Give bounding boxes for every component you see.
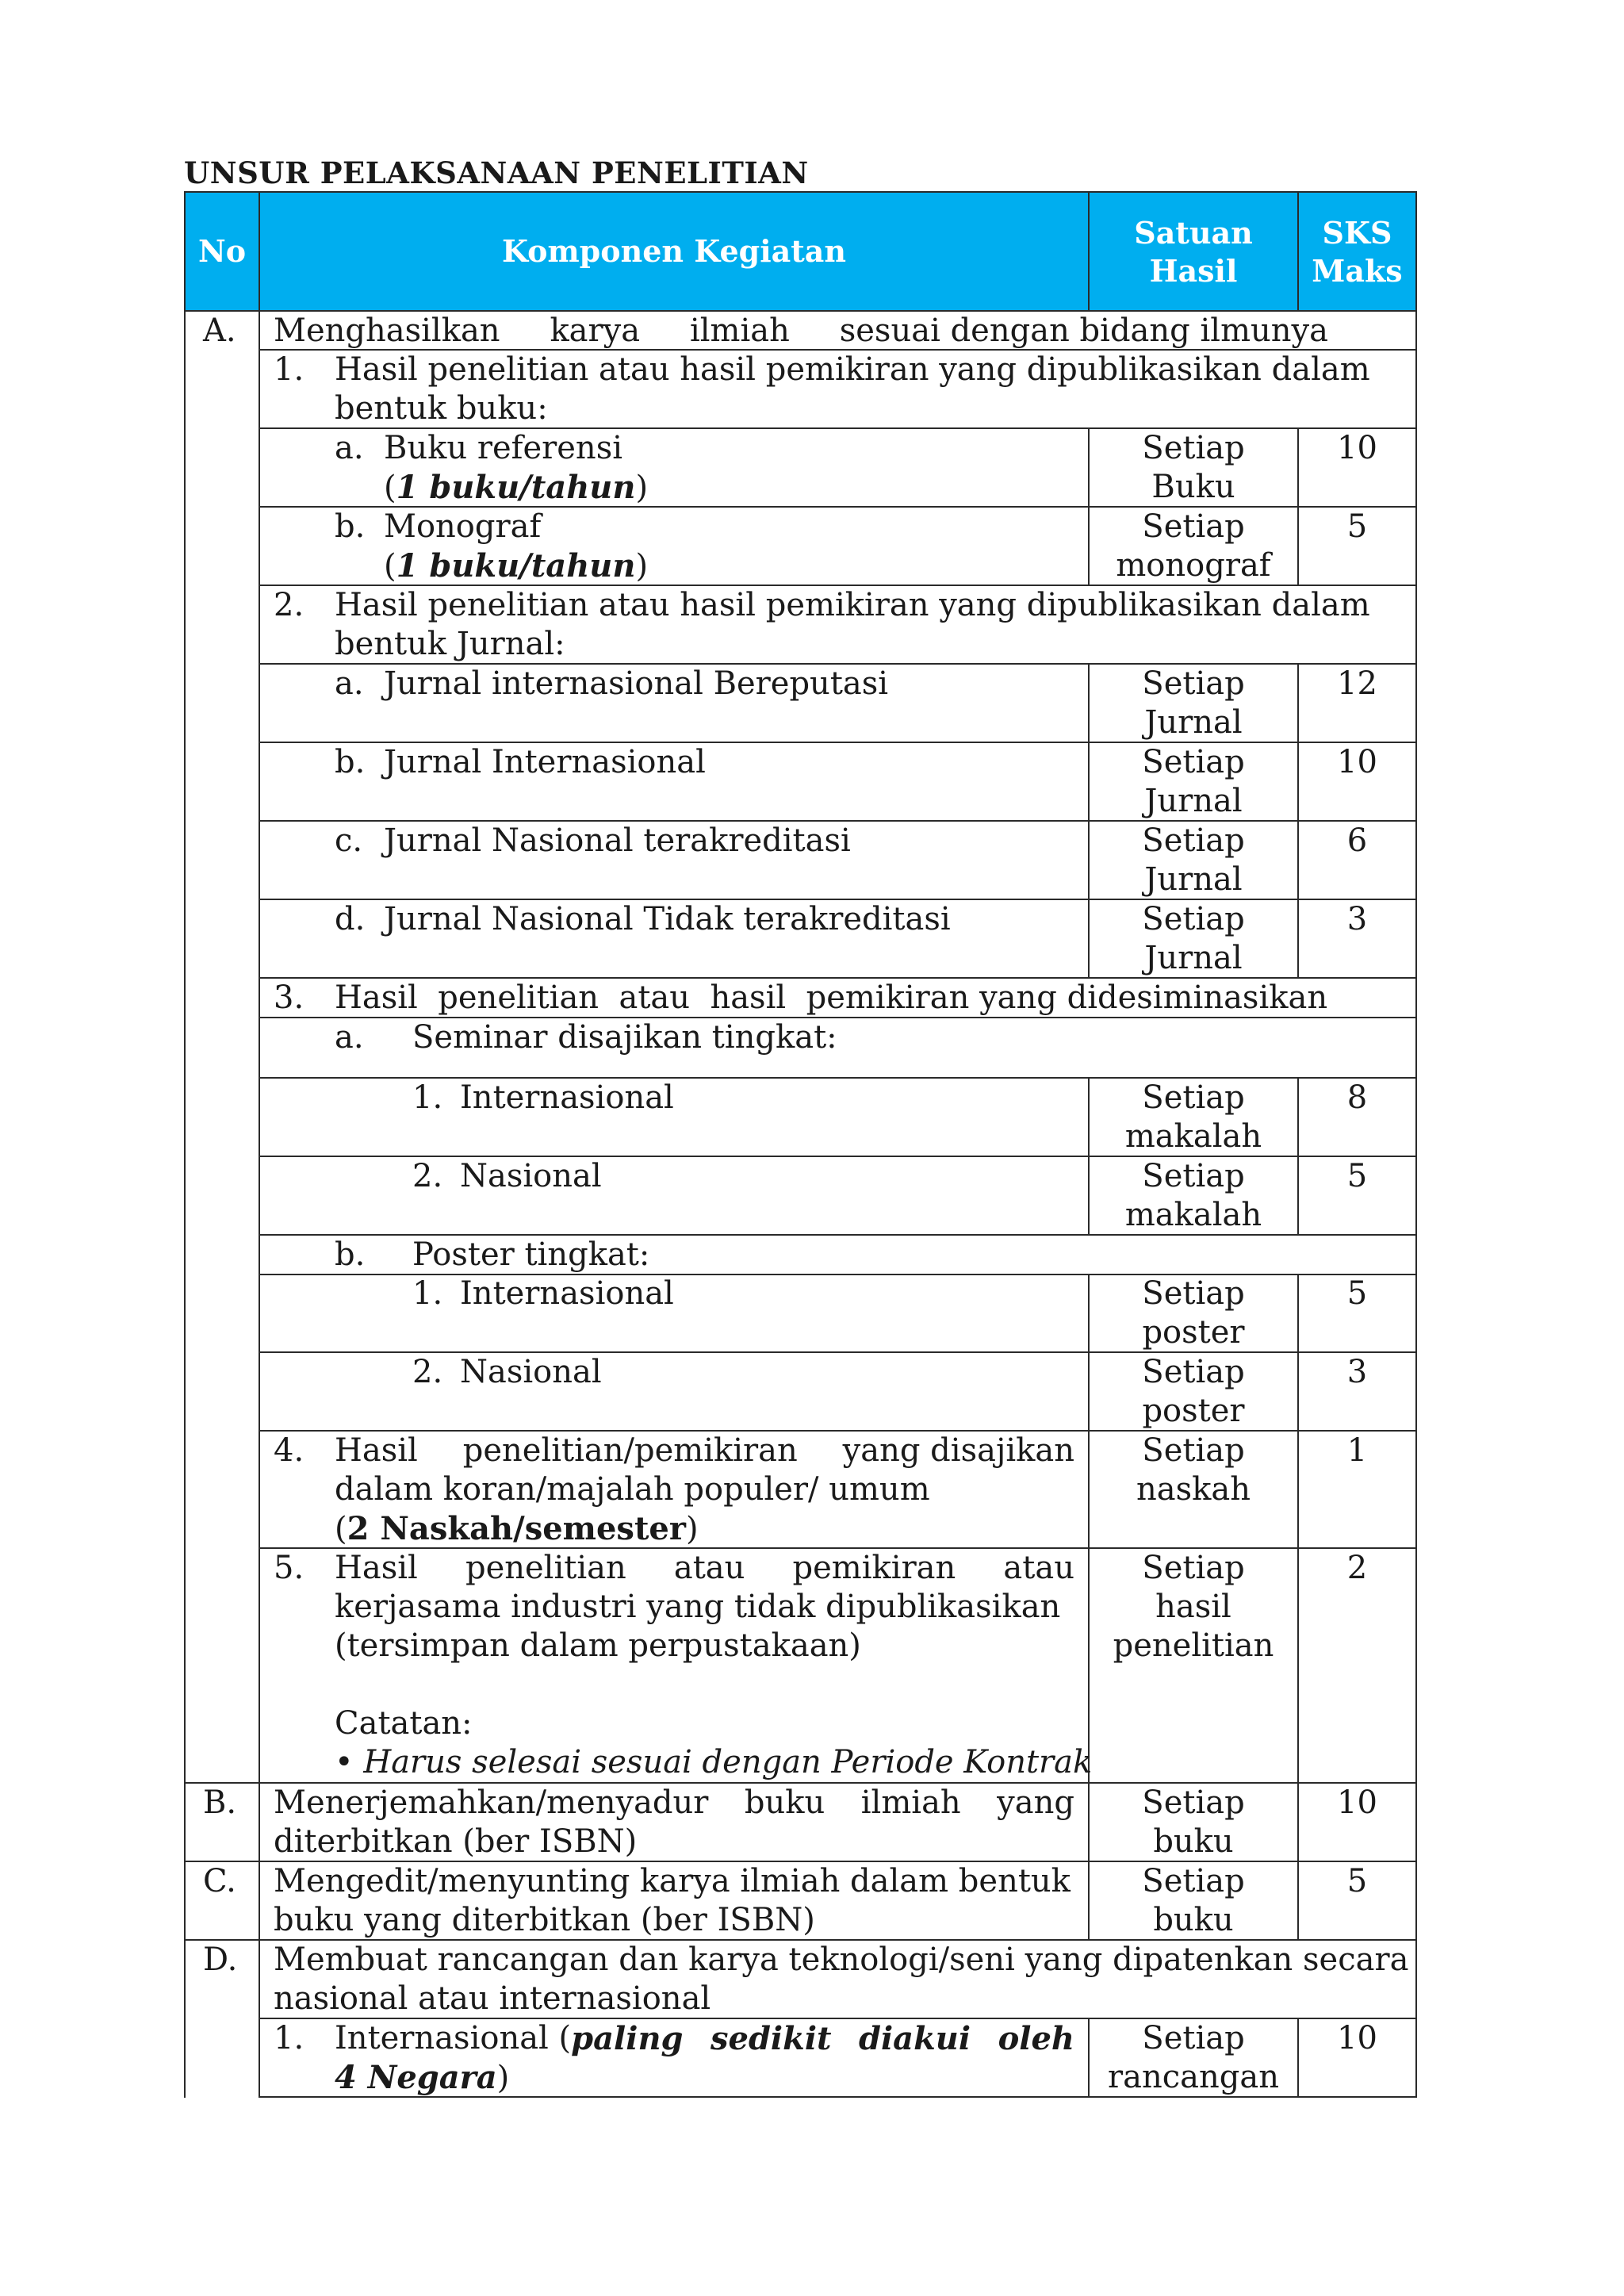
section-d-line1: Membuat rancangan dan karya teknologi/seni yang dipatenkan secara <box>274 1941 1409 1978</box>
journal-row-label: d. <box>335 901 366 937</box>
document-title: UNSUR PELAKSANAAN PENELITIAN <box>184 155 809 190</box>
section-c-sks: 5 <box>1346 1863 1368 1899</box>
poster-row-unit: Setiap poster <box>1142 1354 1245 1429</box>
item-a1-line1: Hasil penelitian atau hasil pemikiran yang dipublikasikan dalam <box>335 351 1370 388</box>
item-a3-num: 3. <box>274 979 304 1016</box>
seminar-row-num: 1. <box>412 1079 443 1116</box>
journal-row-label: c. <box>335 822 363 859</box>
item-a1-num: 1. <box>274 351 304 388</box>
item-a5-note: • Harus selesai sesuai dengan Periode Kontrak <box>335 1744 1093 1780</box>
poster-label: b. <box>335 1236 366 1273</box>
item-d1-unit: Setiap rancangan <box>1108 2020 1279 2095</box>
item-a1a-limit: (1 buku/tahun) <box>384 469 649 506</box>
item-a5-note-label: Catatan: <box>335 1705 473 1742</box>
item-a5-unit: Setiap hasil penelitian <box>1113 1550 1274 1664</box>
item-a4-sks: 1 <box>1346 1432 1368 1469</box>
item-d1-sks: 10 <box>1337 2020 1377 2056</box>
journal-row-sks: 6 <box>1346 822 1368 859</box>
item-a5-line3: (tersimpan dalam perpustakaan) <box>335 1627 861 1664</box>
header-komponen: Komponen Kegiatan <box>501 233 847 269</box>
poster-row-sks: 5 <box>1346 1275 1368 1312</box>
item-a1a-label: a. <box>335 430 364 466</box>
journal-row-unit: Setiap Jurnal <box>1142 744 1245 819</box>
section-b-line1: Menerjemahkan/menyadur buku ilmiah yang <box>274 1784 1074 1821</box>
section-b-no: B. <box>203 1784 237 1821</box>
item-a5-num: 5. <box>274 1550 304 1586</box>
poster-row-unit: Setiap poster <box>1142 1275 1245 1351</box>
section-b-line2: diterbitkan (ber ISBN) <box>274 1823 638 1860</box>
section-a-no: A. <box>203 312 236 349</box>
bullet-icon: • <box>335 1744 354 1780</box>
item-a4-limit: (2 Naskah/semester) <box>335 1510 699 1547</box>
section-a-title: Menghasilkan karya ilmiah sesuai dengan bidang ilmunya <box>274 312 1328 349</box>
item-a1a-unit: Setiap Buku <box>1142 430 1245 505</box>
journal-row-sks: 12 <box>1337 665 1377 702</box>
journal-row-unit: Setiap Jurnal <box>1142 901 1245 976</box>
seminar-row-sks: 8 <box>1346 1079 1368 1116</box>
item-d1-line2: 4 Negara) <box>335 2059 510 2096</box>
item-a4-num: 4. <box>274 1432 304 1469</box>
item-a4-line2: dalam koran/majalah populer/ umum <box>335 1471 930 1508</box>
item-a4-unit: Setiap naskah <box>1136 1432 1251 1508</box>
item-a5-line2: kerjasama industri yang tidak dipublikasikan <box>335 1589 1061 1625</box>
item-a1b-sks: 5 <box>1346 508 1368 545</box>
poster-row-sks: 3 <box>1346 1354 1368 1390</box>
journal-row-text: Jurnal Internasional <box>384 744 706 780</box>
header-no: No <box>197 233 247 269</box>
journal-row-text: Jurnal Nasional Tidak terakreditasi <box>384 901 951 937</box>
poster-row-text: Nasional <box>460 1354 602 1390</box>
journal-row-label: b. <box>335 744 366 780</box>
item-a2-line2: bentuk Jurnal: <box>335 626 565 662</box>
item-a1b-unit: Setiap monograf <box>1116 508 1271 584</box>
item-d1-line1: Internasional ( paling sedikit diakui oleh <box>335 2020 1074 2057</box>
seminar-row-unit: Setiap makalah <box>1124 1079 1262 1155</box>
poster-row-num: 1. <box>412 1275 443 1312</box>
poster-text: Poster tingkat: <box>412 1236 650 1273</box>
seminar-row-unit: Setiap makalah <box>1124 1158 1262 1233</box>
journal-row-sks: 10 <box>1337 744 1377 780</box>
seminar-row-num: 2. <box>412 1158 443 1194</box>
poster-row-text: Internasional <box>460 1275 674 1312</box>
seminar-row-text: Nasional <box>460 1158 602 1194</box>
journal-row-label: a. <box>335 665 364 702</box>
item-a1a-text: Buku referensi <box>384 430 623 466</box>
section-d-no: D. <box>203 1941 238 1978</box>
journal-row-text: Jurnal internasional Bereputasi <box>384 665 889 702</box>
journal-row-unit: Setiap Jurnal <box>1142 665 1245 741</box>
item-d1-num: 1. <box>274 2020 304 2056</box>
seminar-label: a. <box>335 1019 364 1056</box>
item-a3-title: Hasil penelitian atau hasil pemikiran yang didesiminasikan <box>335 979 1328 1016</box>
header-satuan: Satuan Hasil <box>1134 215 1253 289</box>
item-a2-line1: Hasil penelitian atau hasil pemikiran yang dipublikasikan dalam <box>335 587 1370 623</box>
item-a5-line1: Hasil penelitian atau pemikiran atau <box>335 1550 1074 1586</box>
seminar-text: Seminar disajikan tingkat: <box>412 1019 837 1056</box>
item-a1b-limit: (1 buku/tahun) <box>384 547 649 585</box>
section-c-no: C. <box>203 1863 236 1899</box>
seminar-row-sks: 5 <box>1346 1158 1368 1194</box>
header-sks: SKS Maks <box>1312 215 1403 289</box>
item-a1b-text: Monograf <box>384 508 542 545</box>
item-a4-line1: Hasil penelitian/pemikiran yang disajikan <box>335 1432 1074 1469</box>
item-a5-sks: 2 <box>1346 1550 1368 1586</box>
journal-row-sks: 3 <box>1346 901 1368 937</box>
item-a1a-sks: 10 <box>1337 430 1377 466</box>
poster-row-num: 2. <box>412 1354 443 1390</box>
section-c-line1: Mengedit/menyunting karya ilmiah dalam bentuk <box>274 1863 1071 1899</box>
section-c-line2: buku yang diterbitkan (ber ISBN) <box>274 1902 815 1938</box>
seminar-row-text: Internasional <box>460 1079 674 1116</box>
section-d-line2: nasional atau internasional <box>274 1980 711 2017</box>
section-b-sks: 10 <box>1337 1784 1377 1821</box>
item-a1-line2: bentuk buku: <box>335 390 548 427</box>
section-b-unit: Setiap buku <box>1142 1784 1245 1860</box>
journal-row-unit: Setiap Jurnal <box>1142 822 1245 898</box>
section-c-unit: Setiap buku <box>1142 1863 1245 1938</box>
item-a2-num: 2. <box>274 587 304 623</box>
item-a1b-label: b. <box>335 508 366 545</box>
journal-row-text: Jurnal Nasional terakreditasi <box>384 822 851 859</box>
